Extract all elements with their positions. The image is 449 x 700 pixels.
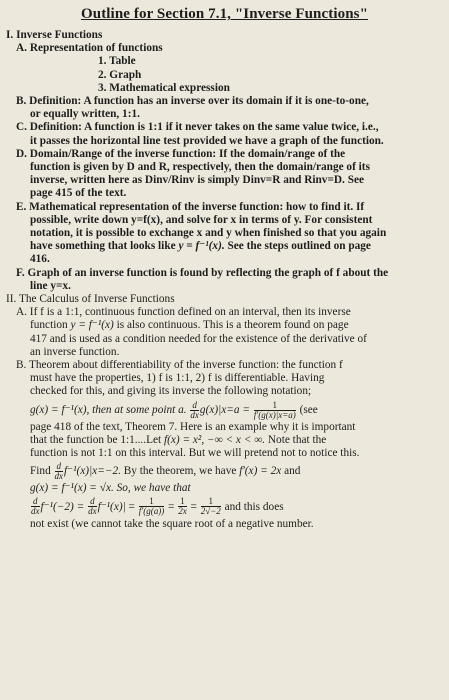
see-text: (see	[299, 403, 318, 416]
item-IE-line	[6, 240, 443, 253]
fraction-denominator: f′(g(x)|x=a)	[253, 409, 296, 420]
fraction-numerator: 1	[180, 496, 185, 507]
text-span: By the theorem, we have	[120, 465, 240, 478]
text-span: Note that the	[265, 433, 327, 446]
derivative-fraction: $\frac{d}{dx}$	[190, 399, 199, 420]
item-IIB-line: g(x) = f⁻¹(x) = √x. So, we have that	[30, 482, 191, 495]
fraction-3	[201, 497, 221, 516]
derivative-fraction: $\frac{d}{dx}$	[88, 496, 97, 517]
section-I-label: I.	[6, 29, 14, 41]
text-span: that the function be 1:1....Let	[30, 433, 164, 446]
item-IIA-line: an inverse function.	[30, 345, 120, 358]
item-IIB-line: must have the properties, 1) f is 1:1, 2) f is differentiable. Having	[30, 372, 325, 385]
find-formula	[6, 460, 443, 482]
math-inline: y = f⁻¹(x)	[70, 319, 114, 332]
item-IE-line: E. Mathematical representation of the inverse function: how to find it. If	[16, 200, 365, 213]
math-inline: f⁻¹(x)|x=−2.	[64, 465, 121, 478]
theorem-formula	[6, 399, 443, 421]
section-II-label: II.	[6, 293, 17, 306]
item-IB-line: B. Definition: A function has an inverse over its domain if it is one-to-one,	[16, 95, 369, 108]
fraction-numerator: 1	[254, 401, 296, 411]
section-II-text: The Calculus of Inverse Functions	[18, 293, 175, 306]
item-ID-line: page 415 of the text.	[30, 187, 127, 200]
fraction-denominator: 2√−2	[200, 506, 221, 517]
math-inline: f⁻¹(x)|	[97, 500, 126, 513]
text-span: is also continuous. This is a theorem found on page	[113, 319, 349, 332]
item-IF-line: line y=x.	[30, 279, 71, 292]
item-ID-line: D. Domain/Range of the inverse function: If the domain/range of the	[16, 147, 346, 160]
math-inline: g(x)|x=a =	[199, 403, 250, 416]
list-item: 2. Graph	[98, 68, 142, 81]
section-I	[6, 29, 443, 42]
item-IIB-line: not exist (we cannot take the square root of a negative number.	[30, 517, 314, 530]
math-inline: f⁻¹(−2) =	[40, 500, 85, 513]
item-IE-line: possible, write down y=f(x), and solve for x in terms of y. For consistent	[30, 213, 373, 226]
item-IIA-line: A. If f is a 1:1, continuous function defined on an interval, then its inverse	[16, 306, 351, 319]
section-I-text: Inverse Functions	[16, 29, 103, 41]
item-ID-line: inverse, written here as Dinv/Rinv is simply Dinv=R and Rinv=D. See	[30, 174, 365, 187]
final-formula: $\frac{d}{dx}$ f⁻¹(−2) = $\frac{d}{dx}$ f⁻¹(x)| = $\frac{1}{f'(g(a))}$ = $\frac{1}{2x}$ = $\frac{1}{2√-2}$ and this does	[31, 496, 284, 517]
page-title: Outline for Section 7.1, "Inverse Functions"	[80, 6, 369, 22]
item-IIB-line: page 418 of the text, Theorem 7. Here is an example why it is important	[30, 420, 356, 433]
theorem-fraction	[254, 401, 296, 420]
item-IIA-line	[6, 319, 443, 332]
item-IA-label: A.	[16, 42, 27, 55]
text-span: See the steps outlined on page	[224, 240, 371, 253]
item-IC-line: C. Definition: A function is 1:1 if it never takes on the same value twice, i.e.,	[16, 121, 379, 134]
item-IIA-line: 417 and is used as a condition needed for the existence of the derivative of	[30, 332, 367, 345]
fraction-denominator: 2x	[178, 506, 187, 517]
math-inline: g(x) = f⁻¹(x), then at some point a.	[30, 403, 187, 416]
item-ID-line: function is given by D and R, respectively, then the domain/range of its	[30, 161, 370, 174]
text-span: have something that looks like	[30, 240, 179, 253]
text-span: and	[281, 465, 301, 478]
text-span: and this does	[224, 500, 284, 513]
item-IIB-line: B. Theorem about differentiability of the inverse function: the function f	[16, 359, 343, 372]
fraction-numerator: 1	[139, 497, 164, 507]
fraction-2	[178, 497, 187, 516]
item-IIB-line: checked for this, and giving its inverse the following notation;	[30, 385, 312, 398]
section-II	[6, 293, 443, 306]
item-IA-text: Representation of functions	[29, 42, 163, 55]
fraction-denominator: f′(g(a))	[138, 506, 165, 517]
text-span: function	[30, 319, 71, 332]
text-span: Find	[30, 465, 54, 478]
item-IA	[6, 42, 443, 55]
fraction-numerator: 1	[201, 497, 221, 507]
math-inline: f′(x) = 2x	[239, 465, 282, 478]
item-IIB-line: function is not 1:1 on this interval. But we will pretend not to notice this.	[30, 447, 360, 460]
math-inline: f(x) = x², −∞ < x < ∞.	[163, 433, 266, 446]
item-IB-line: or equally written, 1:1.	[30, 108, 140, 121]
item-IIB-line	[6, 434, 443, 447]
item-IE-line: notation, it is possible to exchange x and y when finished so that you again	[30, 227, 387, 240]
derivative-fraction: $\frac{d}{dx}$	[54, 461, 64, 482]
list-item: 3. Mathematical expression	[98, 81, 230, 94]
item-IF-line: F. Graph of an inverse function is found by reflecting the graph of f about the	[16, 266, 389, 279]
item-IC-line: it passes the horizontal line test provided we have a graph of the function.	[30, 134, 384, 147]
list-item: 1. Table	[98, 55, 136, 68]
math-inline: y = f⁻¹(x).	[178, 240, 225, 253]
item-IE-line: 416.	[30, 253, 50, 266]
fraction-1	[139, 497, 164, 516]
derivative-fraction: $\frac{d}{dx}$	[31, 496, 40, 517]
